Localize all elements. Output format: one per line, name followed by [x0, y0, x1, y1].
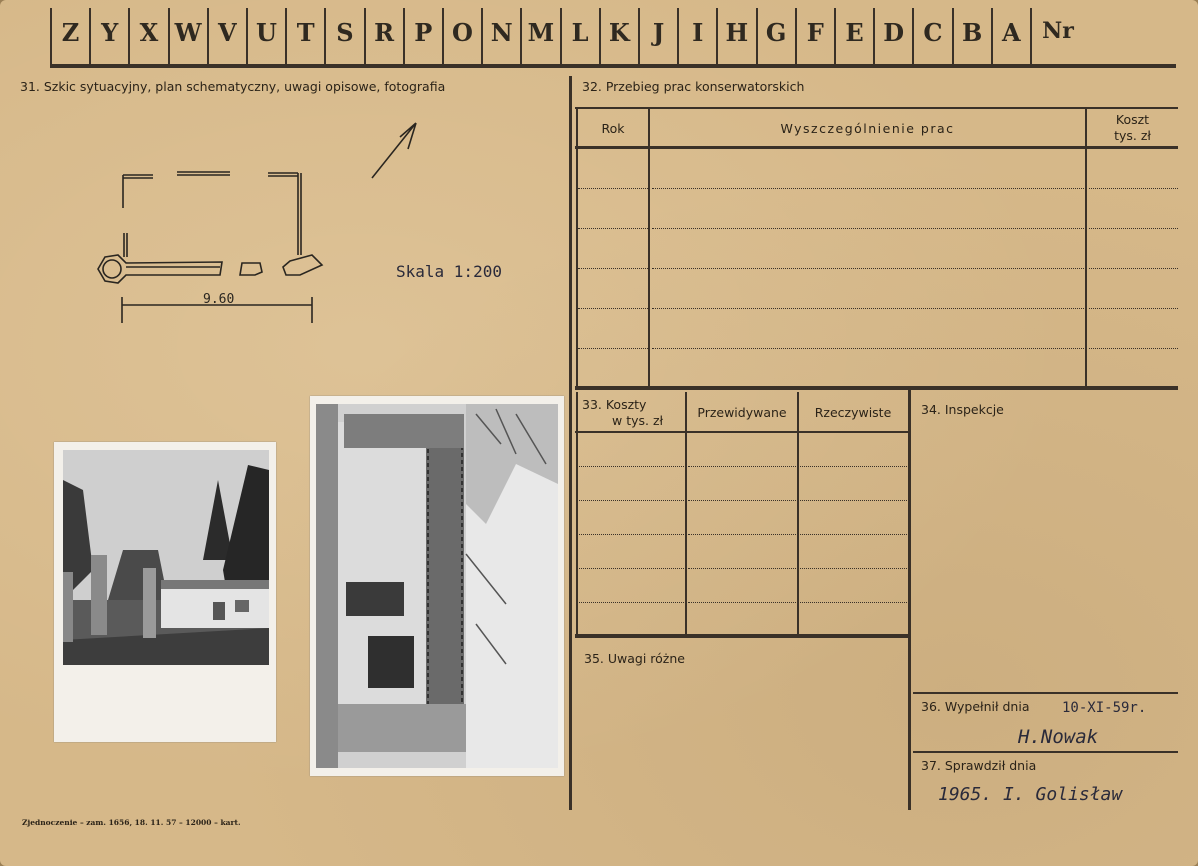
index-letter-c: C [923, 18, 943, 47]
dotted-row-line [579, 602, 684, 603]
index-letter-d: D [883, 18, 905, 47]
index-letter-n: N [490, 18, 513, 47]
letter-separator [1030, 8, 1032, 64]
section-33-col-divider-1 [685, 392, 687, 637]
dotted-row-line [1089, 188, 1178, 189]
section-33-bottom-rule [575, 634, 909, 638]
photograph-gate-front [54, 442, 276, 742]
section-31-title: 31. Szkic sytuacyjny, plan schematyczny, uwagi opisowe, fotografia [20, 79, 446, 94]
dotted-row-line [688, 500, 796, 501]
section-33-header-rule [575, 431, 909, 433]
index-letter-r: R [374, 18, 395, 47]
index-letter-s: S [336, 18, 354, 47]
col-header-cost: Koszt [1115, 112, 1150, 127]
dotted-row-line [800, 466, 907, 467]
section-32-left-border [576, 107, 578, 389]
photo-image [63, 450, 269, 665]
photograph-pavilion-side [310, 396, 564, 776]
dotted-row-line [1089, 228, 1178, 229]
dotted-row-line [688, 568, 796, 569]
dotted-row-line [688, 534, 796, 535]
site-plan-sketch [90, 115, 540, 335]
dotted-row-line [688, 466, 796, 467]
dotted-row-line [652, 228, 1084, 229]
dotted-row-line [578, 348, 648, 349]
col-header-year: Rok [601, 121, 625, 136]
section-32-title: 32. Przebieg prac konserwatorskich [582, 79, 805, 94]
section-33-left-border [576, 392, 578, 637]
col-header-planned: Przewidywane [697, 405, 787, 420]
section-32-header-rule [575, 146, 1178, 149]
dotted-row-line [688, 602, 796, 603]
dotted-row-line [800, 500, 907, 501]
index-letter-y: Y [101, 18, 119, 47]
section-33-title: 33. Koszty [582, 397, 647, 412]
col-header-actual: Rzeczywiste [814, 405, 892, 420]
index-letter-v: V [217, 18, 237, 47]
index-letter-k: K [608, 18, 630, 47]
index-letter-z: Z [61, 18, 80, 47]
col-header-description: Wyszczególnienie prac [780, 121, 955, 136]
dotted-row-line [578, 308, 648, 309]
section-34-title: 34. Inspekcje [921, 402, 1004, 417]
dotted-row-line [579, 534, 684, 535]
right-section-divider [908, 390, 911, 810]
index-letter-j: J [652, 18, 665, 47]
index-letter-a: A [1001, 18, 1021, 47]
section-37-title: 37. Sprawdził dnia [921, 758, 1037, 773]
nr-label: Nr [1042, 18, 1074, 44]
section-33-col-divider-2 [797, 392, 799, 637]
index-letter-m: M [527, 18, 555, 47]
dotted-row-line [652, 268, 1084, 269]
header-bottom-rule [50, 64, 1176, 68]
index-letter-o: O [452, 18, 473, 47]
dotted-row-line [800, 534, 907, 535]
dotted-row-line [1089, 268, 1178, 269]
index-letter-t: T [296, 18, 315, 47]
section-37-top-rule [913, 751, 1178, 753]
dotted-row-line [579, 500, 684, 501]
scale-label: Skala 1:200 [396, 262, 502, 281]
index-letter-u: U [256, 18, 277, 47]
index-letter-h: H [725, 18, 749, 47]
col-header-cost-unit: tys. zł [1114, 128, 1151, 143]
index-letter-i: I [692, 18, 704, 47]
section-36-date: 10-XI-59r. [1062, 700, 1147, 716]
index-letter-f: F [806, 18, 824, 47]
section-32-col-divider-1 [648, 107, 650, 389]
section-33-subtitle: w tys. zł [612, 413, 664, 428]
dotted-row-line [800, 568, 907, 569]
dotted-row-line [800, 602, 907, 603]
dotted-row-line [1089, 308, 1178, 309]
photo-image [316, 404, 558, 768]
section-32-col-divider-2 [1085, 107, 1087, 389]
index-letter-b: B [961, 18, 983, 47]
dotted-row-line [1089, 348, 1178, 349]
dotted-row-line [652, 188, 1084, 189]
section-32-bottom-rule [575, 386, 1178, 390]
index-letter-x: X [139, 18, 159, 47]
section-36-signature: H.Nowak [1018, 726, 1099, 748]
index-letter-g: G [765, 18, 787, 47]
dotted-row-line [578, 188, 648, 189]
dotted-row-line [579, 568, 684, 569]
section-35-title: 35. Uwagi różne [584, 651, 685, 666]
dotted-row-line [579, 466, 684, 467]
print-note: Zjednoczenie – zam. 1656, 18. 11. 57 – 12000 – kart. [22, 818, 241, 827]
section-32-top-rule [575, 107, 1178, 109]
dotted-row-line [652, 308, 1084, 309]
index-letter-l: L [571, 18, 589, 47]
section-37-value: 1965. I. Golisław [938, 784, 1123, 805]
section-36-top-rule [913, 692, 1178, 694]
dotted-row-line [578, 268, 648, 269]
index-letter-w: W [174, 18, 202, 47]
dotted-row-line [652, 348, 1084, 349]
dotted-row-line [578, 228, 648, 229]
section-36-title: 36. Wypełnił dnia [921, 699, 1030, 714]
index-letter-e: E [845, 18, 864, 47]
index-letter-p: P [414, 18, 433, 47]
center-divider [569, 76, 572, 810]
dimension-label: 9.60 [203, 292, 235, 307]
